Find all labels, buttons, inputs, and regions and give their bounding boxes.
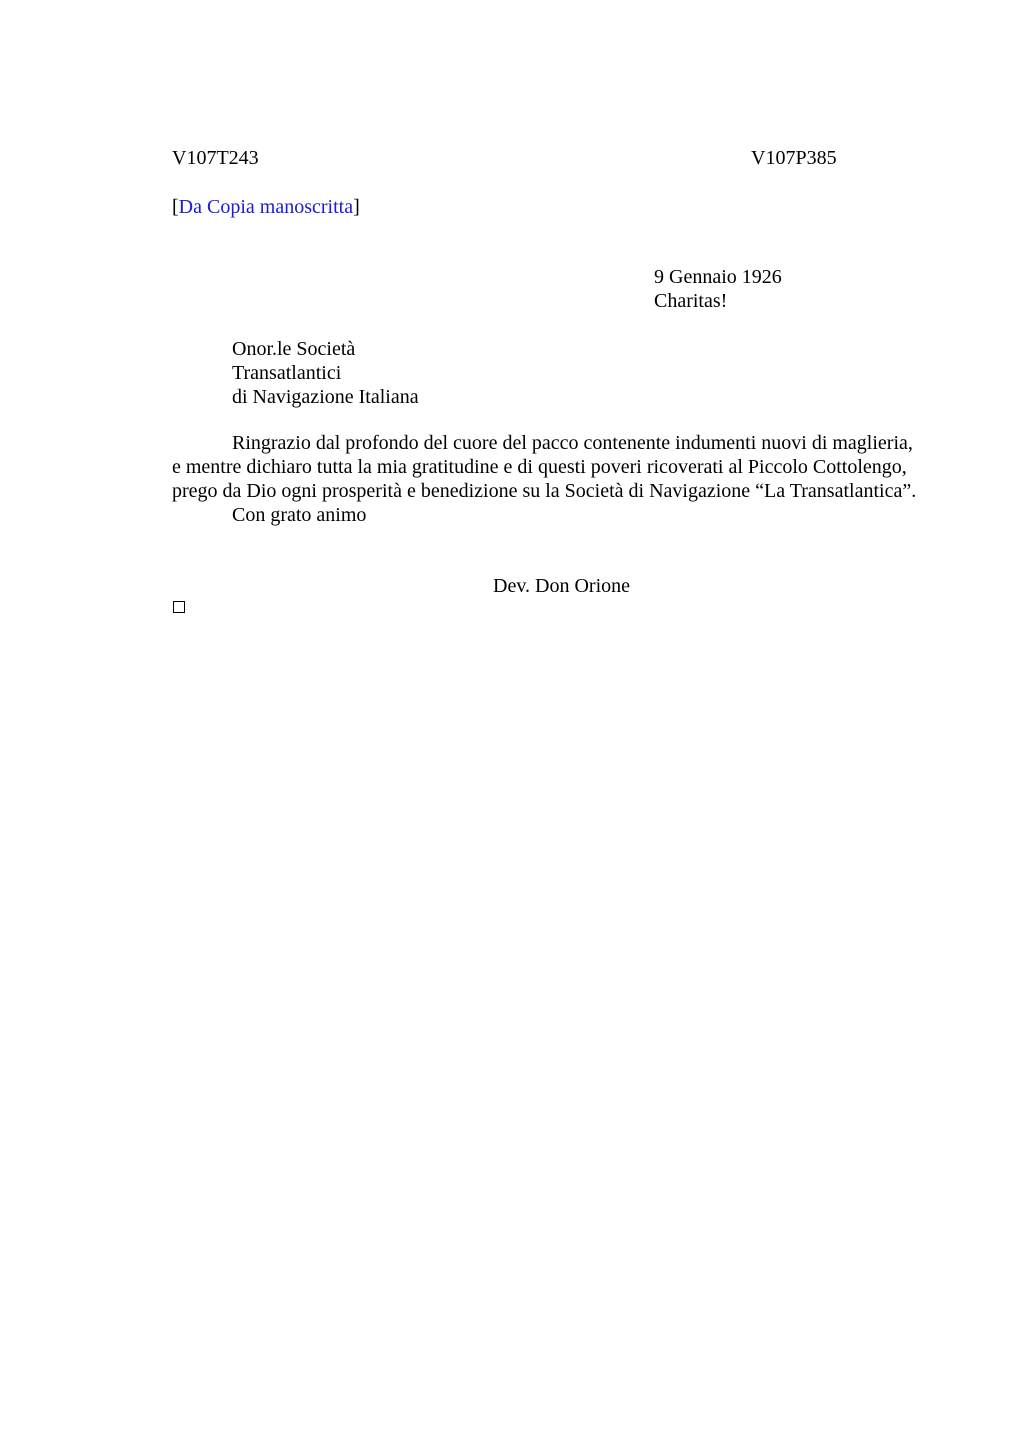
addressee-line-3: di Navigazione Italiana [232, 386, 419, 408]
source-link[interactable]: Da Copia manoscritta [178, 196, 354, 218]
letter-body [172, 431, 922, 527]
source-close-bracket: ] [353, 196, 360, 218]
source-note [172, 195, 360, 219]
source-open-bracket: [ [172, 196, 179, 218]
empty-square-icon [173, 601, 185, 613]
document-code-right: V107P385 [751, 147, 837, 169]
letter-date: 9 Gennaio 1926 [654, 266, 782, 288]
letter-motto: Charitas! [654, 290, 728, 312]
signature: Dev. Don Orione [493, 575, 631, 597]
dateline [654, 265, 782, 313]
addressee-line-2: Transatlantici [232, 362, 342, 384]
closing-line: Con grato animo [232, 504, 367, 526]
addressee-block [232, 337, 419, 409]
body-paragraph: Ringrazio dal profondo del cuore del pacco contenente indumenti nuovi di maglieria, e mentre dichiaro tutta la mia gratitudine e di questi poveri ricoverati al Piccolo Cottolengo, prego da Dio ogni prosperità e benedizione su la Società di Navigazione “La Transatlantica”. [172, 432, 917, 502]
addressee-line-1: Onor.le Società [232, 338, 356, 360]
document-code-left: V107T243 [172, 147, 259, 169]
